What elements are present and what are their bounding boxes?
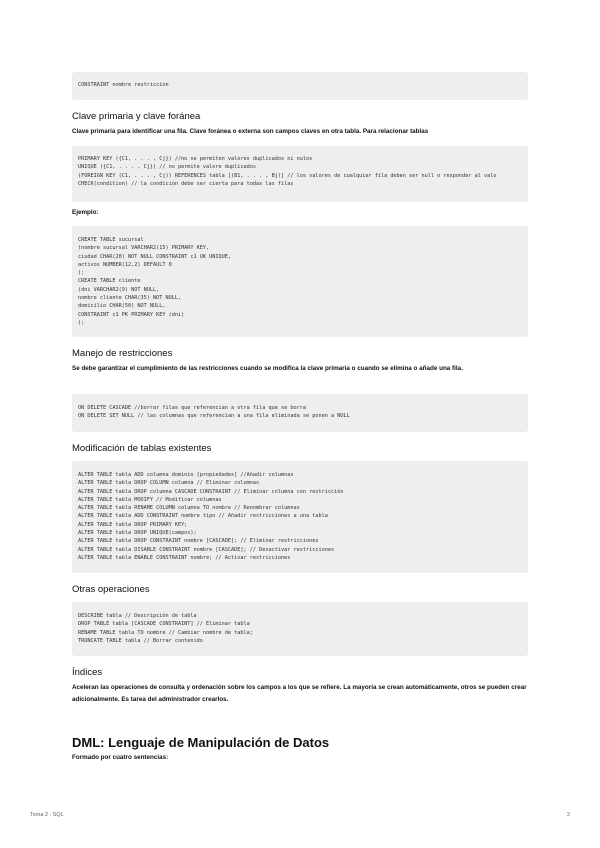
- code-line: ciudad CHAR(20) NOT NULL CONSTRAINT c1 UK UNIQUE,: [78, 253, 232, 260]
- code-line: UNIQUE ({C1, . . . , Cj}) // no permite valore duplicados: [78, 164, 257, 171]
- code-line: nombre cliente CHAR(35) NOT NULL,: [78, 295, 182, 302]
- code-line: TRUNCATE TABLE tabla // Borrar contenido: [78, 637, 203, 644]
- code-line: ALTER TABLE tabla MODIFY // Modificar columnas: [78, 496, 222, 503]
- code-line: CREATE TABLE cliente: [78, 278, 141, 285]
- code-line: ALTER TABLE tabla DROP CONSTRAINT nombre [CASCADE]; // Eliminar restricciones: [78, 538, 319, 545]
- code-line: ALTER TABLE tabla ENABLE CONSTRAINT nombre; // Activar restricciones: [78, 554, 291, 561]
- label-ejemplo: Ejemplo:: [72, 209, 99, 216]
- code-line: ALTER TABLE tabla DROP COLUMN columna // Eliminar columnas: [78, 480, 260, 487]
- code-line: CONSTRAINT nombre restriccion: [78, 82, 169, 88]
- code-line: DROP TABLE tabla [CASCADE CONSTRAINT] // Eliminar tabla: [78, 621, 250, 628]
- code-line: ALTER TABLE tabla DROP columna CASCADE CONSTRAINT // Eliminar columna con restricción: [78, 488, 344, 495]
- paragraph-claves: Clave primaria para identificar una fila. Clave foránea o externa son campos claves en otra tabla. Para relacionar tablas: [72, 128, 429, 135]
- heading-dml: DML: Lenguaje de Manipulación de Datos: [72, 735, 330, 750]
- code-line: RENAME TABLE tabla TO nombre // Cambiar nombre de tabla;: [78, 629, 253, 636]
- code-line: ALTER TABLE tabla DROP UNIQUE(campos);: [78, 530, 197, 537]
- code-line: DESCRIBE tabla // Descripción de tabla: [78, 613, 197, 619]
- code-block-example: [72, 226, 528, 337]
- heading-restricciones: Manejo de restricciones: [72, 348, 173, 359]
- paragraph-indices: Aceleran las operaciones de consulta y ordenación sobre los campos a los que se refiere. La mayoría se crean automáticamente, otros se pueden crear adicionalmente. Es tarea del administrador crearlos.: [72, 684, 527, 703]
- footer-page-number: 2: [566, 812, 570, 818]
- footer-left: Tema 2 : SQL: [30, 812, 64, 818]
- code-block-ondelete: [72, 394, 528, 432]
- code-line: ON DELETE SET NULL // las columnas que referencian a una fila eliminada se ponen a NULL: [78, 413, 350, 420]
- code-line: ALTER TABLE tabla DROP PRIMARY KEY;: [78, 521, 188, 528]
- code-line: );: [78, 319, 85, 326]
- code-line: ON DELETE CASCADE //borrar filas que referencian a otra fila que se borra: [78, 405, 306, 411]
- paragraph-restricciones: Se debe garantizar el cumplimiento de las restricciones cuando se modifica la clave primaria o cuando se elimina o añade una fila.: [72, 365, 463, 372]
- code-block-constraint: [72, 72, 528, 100]
- code-line: );: [78, 270, 85, 277]
- code-line: CHECK(condition) // la condición debe ser cierta para todas las filas: [78, 180, 294, 187]
- code-line: (nombre sucursal VARCHAR2(15) PRIMARY KEY,: [78, 245, 210, 252]
- code-block-alter: [72, 461, 528, 573]
- code-line: ALTER TABLE tabla DISABLE CONSTRAINT nombre [CASCADE]; // Desactivar restricciones: [78, 546, 335, 553]
- code-line: ALTER TABLE tabla ADD CONSTRAINT nombre tipo // Añadir restricciones a una tabla: [78, 513, 328, 520]
- code-line: domicilio CHAR(50) NOT NULL,: [78, 303, 166, 310]
- heading-indices: Índices: [72, 667, 103, 678]
- code-block-keys: [72, 146, 528, 202]
- heading-otras: Otras operaciones: [72, 584, 150, 595]
- code-line: CONSTRAINT c1 PK PRIMARY KEY (dni): [78, 311, 185, 318]
- code-block-otras: [72, 602, 528, 656]
- code-line: PRIMARY KEY ({C1, . . . , Cj}) //no se permiten valores duplicados ni nulos: [78, 156, 313, 162]
- code-line: ALTER TABLE tabla ADD columna dominio [propiedades] //Añadir columnas: [78, 472, 294, 478]
- code-line: (FOREIGN KEY (C1, . . . , Cj)) REFERENCES tabla [(B1, . . . , Bj)] // los valores de cualquier fila deben ser null o responder al valo: [78, 172, 497, 179]
- heading-modificacion: Modificación de tablas existentes: [72, 443, 212, 454]
- code-line: ALTER TABLE tabla RENAME COLUMN columna TO nombre // Renombrar columnas: [78, 505, 300, 512]
- code-line: (dni VARCHAR2(9) NOT NULL,: [78, 286, 160, 293]
- code-line: activos NUMBER(12,2) DEFAULT 0: [78, 261, 172, 268]
- heading-claves: Clave primaria y clave foránea: [72, 111, 201, 122]
- code-line: CREATE TABLE sucursal: [78, 237, 144, 243]
- paragraph-dml: Formado por cuatro sentencias:: [72, 754, 169, 761]
